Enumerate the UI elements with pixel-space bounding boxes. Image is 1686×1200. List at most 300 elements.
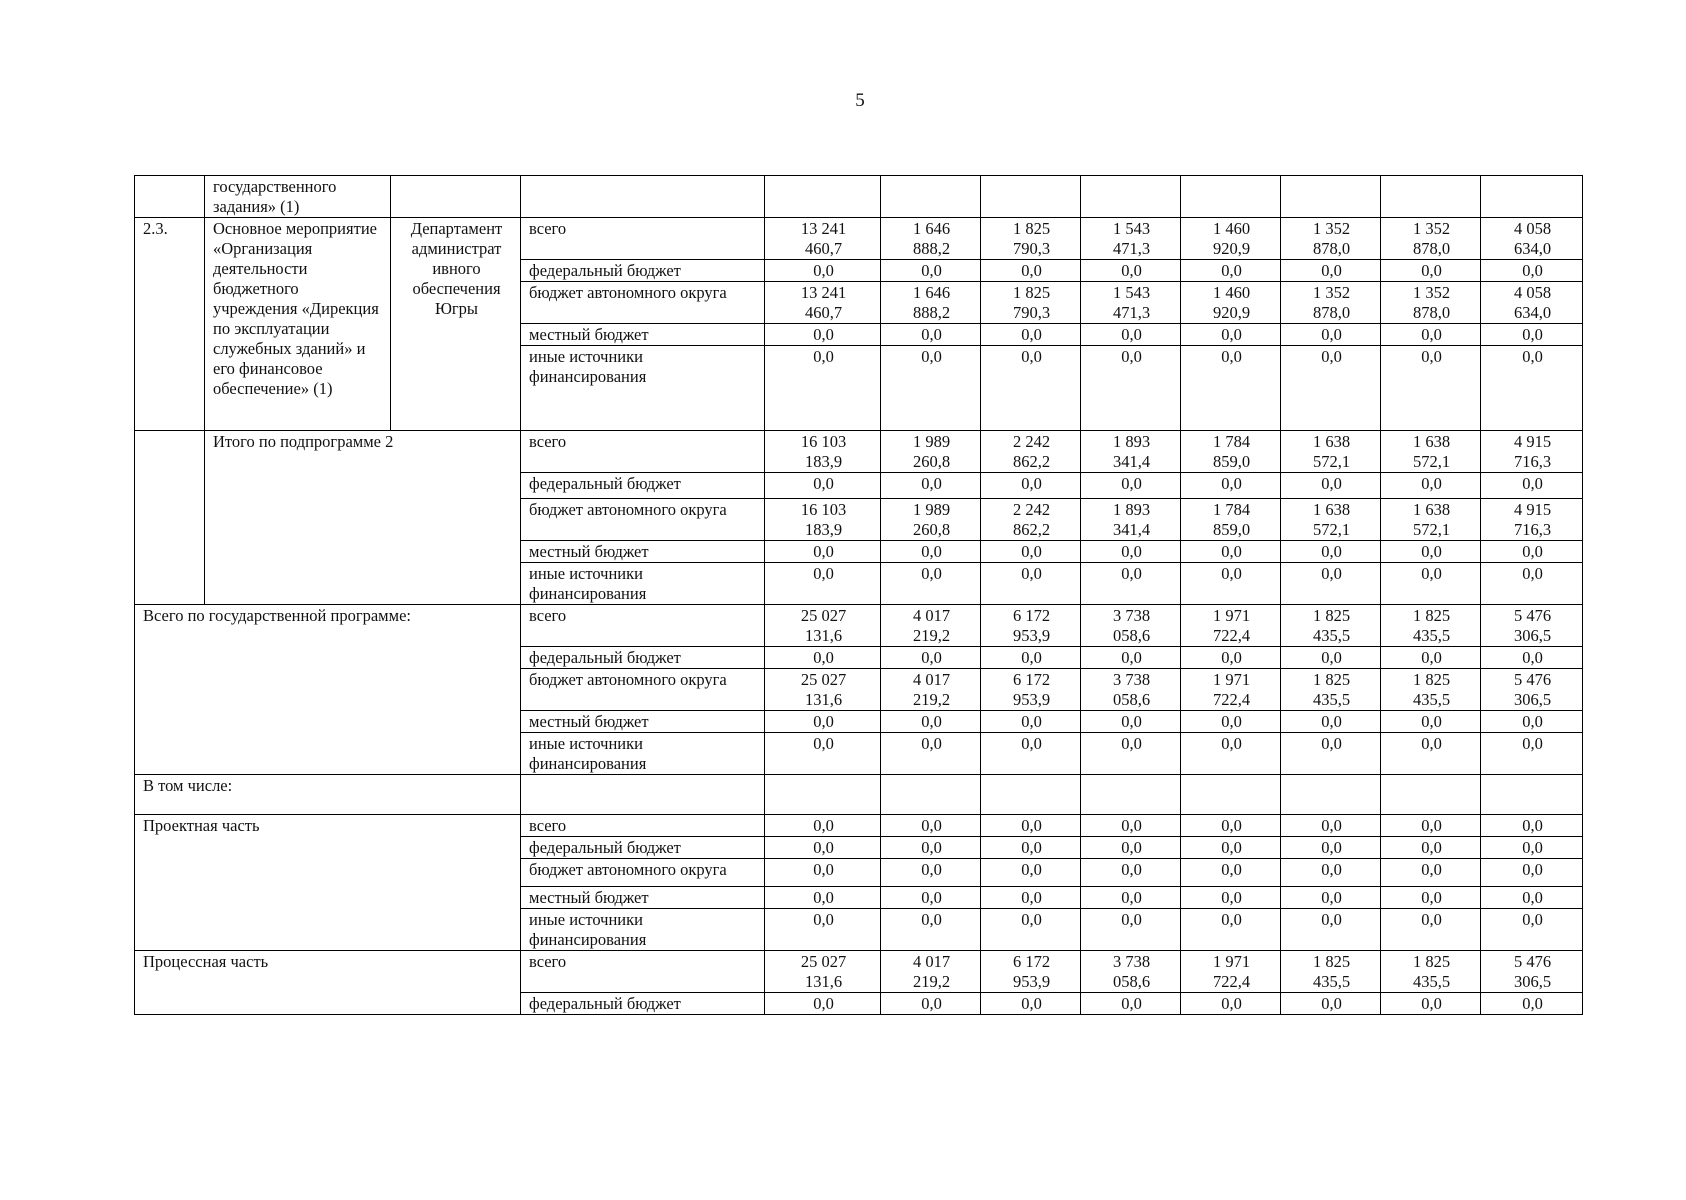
value-cell [881,605,981,647]
value-text: 0,0 [1021,860,1042,879]
value-cell [1081,499,1181,541]
value-cell [765,647,881,669]
including-row [135,775,1583,815]
value-cell [881,837,981,859]
value-part: 4 017 [912,670,951,689]
value-text: 0,0 [1522,564,1543,583]
value-cell [981,431,1081,473]
value-text: 0,0 [921,542,942,561]
value-cell [1081,951,1181,993]
value-part: 572,1 [1312,520,1351,539]
value-part: 572,1 [1412,520,1451,539]
value-text [773,283,874,323]
value-part: 4 058 [1513,219,1552,238]
value-cell [1281,431,1381,473]
value-text [889,952,974,992]
value-cell [765,859,881,887]
value-part: 790,3 [1012,239,1051,258]
value-part: 862,2 [1012,520,1051,539]
value-cell [1481,282,1583,324]
value-part: 1 825 [1312,670,1351,689]
value-part: 183,9 [804,452,843,471]
value-part: 435,5 [1312,972,1351,991]
value-text: 0,0 [813,910,834,929]
value-text: 0,0 [1221,712,1242,731]
value-text [1089,952,1174,992]
value-part: 1 638 [1412,432,1451,451]
value-cell [1481,499,1583,541]
value-part: 3 738 [1112,952,1151,971]
value-text: 0,0 [1522,261,1543,280]
value-cell [981,859,1081,887]
value-text: 0,0 [1121,994,1142,1013]
value-part: 1 638 [1312,432,1351,451]
value-cell [1281,669,1381,711]
value-text [1489,952,1576,992]
value-text [1289,670,1374,710]
value-cell [881,815,981,837]
value-cell [881,473,981,499]
value-text: 0,0 [1221,888,1242,907]
value-cell [1481,218,1583,260]
value-text: 0,0 [921,474,942,493]
value-cell [1281,499,1381,541]
value-text: 0,0 [921,261,942,280]
value-cell [881,993,981,1015]
value-cell [1281,260,1381,282]
value-text: 0,0 [1121,347,1142,366]
value-text: 0,0 [1021,994,1042,1013]
value-text [1189,952,1274,992]
value-text: 0,0 [921,712,942,731]
value-cell [1281,218,1381,260]
value-part: 25 027 [800,952,847,971]
source-cell: федеральный бюджет [521,260,765,282]
value-cell [981,909,1081,951]
value-cell [1481,563,1583,605]
value-part: 260,8 [912,452,951,471]
value-cell [765,837,881,859]
value-cell [1081,541,1181,563]
value-text: 0,0 [1321,648,1342,667]
value-cell [1181,282,1281,324]
value-part: 878,0 [1412,303,1451,322]
value-part: 25 027 [800,606,847,625]
num-cell [135,431,205,605]
value-text: 0,0 [1021,648,1042,667]
value-text [1389,606,1474,646]
value-cell [1181,260,1281,282]
value-text: 0,0 [1421,712,1442,731]
value-text: 0,0 [1421,888,1442,907]
value-cell [881,563,981,605]
value-text [1089,432,1174,472]
value-text [1189,500,1274,540]
responsible-cell [391,176,521,218]
value-cell [1481,837,1583,859]
value-cell [1181,218,1281,260]
value-text: 0,0 [921,994,942,1013]
value-text [1089,500,1174,540]
value-text: 0,0 [1321,838,1342,857]
value-cell [1181,815,1281,837]
value-cell [881,260,981,282]
value-part: 859,0 [1212,452,1251,471]
num-cell: 2.3. [135,218,205,431]
value-part: 5 476 [1513,670,1552,689]
value-part: 471,3 [1112,239,1151,258]
value-text: 0,0 [1321,347,1342,366]
value-text: 0,0 [1221,347,1242,366]
value-part: 341,4 [1112,452,1151,471]
value-text: 0,0 [1321,734,1342,753]
value-text [1389,283,1474,323]
value-part: 16 103 [800,432,847,451]
value-text: 0,0 [1321,564,1342,583]
value-part: 1 543 [1112,219,1151,238]
value-cell [1381,431,1481,473]
value-text: 0,0 [1421,648,1442,667]
value-cell [765,815,881,837]
value-cell [1381,282,1481,324]
value-text: 0,0 [813,860,834,879]
value-cell [1081,563,1181,605]
value-part: 722,4 [1212,626,1251,645]
value-part: 460,7 [804,303,843,322]
value-cell [1481,887,1583,909]
value-text: 0,0 [1522,860,1543,879]
num-cell [135,176,205,218]
value-part: 1 893 [1112,432,1151,451]
value-cell [1181,605,1281,647]
value-cell [1481,324,1583,346]
value-cell [881,541,981,563]
value-part: 058,6 [1112,690,1151,709]
source-cell: всего [521,218,765,260]
value-part: 435,5 [1312,626,1351,645]
source-cell: федеральный бюджет [521,837,765,859]
including-label: В том числе: [135,775,521,815]
value-text [1489,283,1576,323]
value-cell [881,647,981,669]
value-cell [1181,431,1281,473]
value-text [1489,500,1576,540]
value-part: 722,4 [1212,972,1251,991]
value-part: 16 103 [800,500,847,519]
value-text: 0,0 [1021,347,1042,366]
value-cell [1381,669,1481,711]
value-text: 0,0 [1221,474,1242,493]
value-cell [765,218,881,260]
value-cell [1481,346,1583,431]
value-cell [981,282,1081,324]
value-part: 6 172 [1012,952,1051,971]
value-part: 341,4 [1112,520,1151,539]
value-cell [1381,563,1481,605]
source-cell: бюджет автономного округа [521,669,765,711]
value-cell [881,499,981,541]
table-row [135,951,1583,993]
value-part: 260,8 [912,520,951,539]
source-cell: всего [521,605,765,647]
value-text: 0,0 [1221,325,1242,344]
value-cell [881,346,981,431]
value-text: 0,0 [1121,542,1142,561]
value-part: 306,5 [1513,626,1552,645]
value-text: 0,0 [921,888,942,907]
value-cell [765,324,881,346]
value-text [889,606,974,646]
value-text: 0,0 [1522,542,1543,561]
value-text: 0,0 [921,648,942,667]
value-cell [1281,815,1381,837]
value-cell [1281,951,1381,993]
value-cell [1281,563,1381,605]
value-cell [1081,647,1181,669]
value-text: 0,0 [921,910,942,929]
value-cell [981,837,1081,859]
source-cell: местный бюджет [521,887,765,909]
value-part: 131,6 [804,690,843,709]
value-text [1089,670,1174,710]
value-cell [1381,837,1481,859]
value-text [1089,219,1174,259]
value-text [989,283,1074,323]
value-text: 0,0 [1421,542,1442,561]
value-part: 888,2 [912,303,951,322]
value-text [773,500,874,540]
value-cell [1481,647,1583,669]
value-cell [981,346,1081,431]
value-cell [981,993,1081,1015]
value-text [1189,219,1274,259]
value-part: 058,6 [1112,626,1151,645]
value-text: 0,0 [921,734,942,753]
source-cell: иные источники финансирования [521,346,765,431]
value-cell [981,499,1081,541]
value-text [1189,283,1274,323]
value-text: 0,0 [813,734,834,753]
value-text [989,500,1074,540]
value-cell [765,951,881,993]
value-cell [765,499,881,541]
value-text [1189,432,1274,472]
source-cell [521,176,765,218]
value-part: 2 242 [1012,432,1051,451]
value-text: 0,0 [1421,347,1442,366]
value-cell [981,711,1081,733]
value-cell [1181,993,1281,1015]
value-cell [765,993,881,1015]
value-text [1389,670,1474,710]
value-cell [1181,563,1281,605]
value-cell [765,346,881,431]
value-text: 0,0 [813,838,834,857]
value-part: 5 476 [1513,952,1552,971]
subtotal-name: Итого по подпрограмме 2 [205,431,521,605]
value-cell [1181,473,1281,499]
value-text: 0,0 [1121,474,1142,493]
value-part: 1 638 [1312,500,1351,519]
value-text [1489,606,1576,646]
value-text [1389,432,1474,472]
value-text: 0,0 [1522,648,1543,667]
value-text: 0,0 [813,816,834,835]
value-text: 0,0 [1321,816,1342,835]
value-part: 3 738 [1112,670,1151,689]
value-text [1289,500,1374,540]
value-text: 0,0 [1021,734,1042,753]
value-cell [1081,218,1181,260]
value-cell [1081,324,1181,346]
value-text: 0,0 [1021,325,1042,344]
value-cell [1281,324,1381,346]
value-cell [765,431,881,473]
measure-name: Основное мероприятие «Организация деятельности бюджетного учреждения «Дирекция по эксплуатации служебных зданий» и его финансовое обеспечение» (1) [205,218,391,431]
value-cell [765,887,881,909]
value-part: 306,5 [1513,972,1552,991]
value-text [773,432,874,472]
value-text: 0,0 [1321,910,1342,929]
value-cell [1281,282,1381,324]
value-text: 0,0 [1321,712,1342,731]
value-cell [1381,815,1481,837]
value-cell [1481,260,1583,282]
value-cell [881,733,981,775]
value-text [1089,606,1174,646]
value-text [989,952,1074,992]
value-text: 0,0 [1321,994,1342,1013]
value-cell [1481,909,1583,951]
source-cell: местный бюджет [521,541,765,563]
value-cell [1481,669,1583,711]
value-text: 0,0 [1121,325,1142,344]
value-part: 183,9 [804,520,843,539]
measure-name: государственного задания» (1) [205,176,391,218]
value-cell [981,605,1081,647]
source-cell: местный бюджет [521,711,765,733]
value-text: 0,0 [1321,860,1342,879]
value-text [989,670,1074,710]
value-text: 0,0 [1021,816,1042,835]
value-text [889,432,974,472]
value-cell [1281,473,1381,499]
value-text: 0,0 [921,860,942,879]
value-cell [881,711,981,733]
value-text: 0,0 [1121,261,1142,280]
value-part: 1 352 [1312,283,1351,302]
value-cell [1381,887,1481,909]
value-cell [1081,669,1181,711]
value-cell [1281,733,1381,775]
value-cell [765,282,881,324]
value-text: 0,0 [813,542,834,561]
value-cell [1381,951,1481,993]
value-part: 1 825 [1412,670,1451,689]
value-text: 0,0 [1421,474,1442,493]
value-text: 0,0 [1421,816,1442,835]
value-part: 435,5 [1312,690,1351,709]
value-cell [1381,909,1481,951]
value-cell [1181,887,1281,909]
value-part: 888,2 [912,239,951,258]
value-cell [881,669,981,711]
continuation-row [135,176,1583,218]
value-cell [1181,711,1281,733]
group-name: Всего по государственной программе: [135,605,521,775]
value-text: 0,0 [1421,734,1442,753]
value-cell [1181,346,1281,431]
value-text: 0,0 [1021,910,1042,929]
value-text: 0,0 [1221,542,1242,561]
value-part: 6 172 [1012,606,1051,625]
value-text [1389,219,1474,259]
source-cell: бюджет автономного округа [521,859,765,887]
value-text: 0,0 [1021,542,1042,561]
value-text: 0,0 [1121,648,1142,667]
value-text [1189,606,1274,646]
value-part: 2 242 [1012,500,1051,519]
value-cell [881,431,981,473]
value-cell [1081,837,1181,859]
value-part: 13 241 [800,283,847,302]
value-part: 219,2 [912,972,951,991]
value-cell [1281,346,1381,431]
budget-table [134,175,1583,1015]
value-cell [765,260,881,282]
value-text: 0,0 [1021,838,1042,857]
value-text: 0,0 [1321,261,1342,280]
value-cell [1381,647,1481,669]
value-cell [1281,541,1381,563]
value-cell [1081,711,1181,733]
value-text [1289,952,1374,992]
value-part: 1 352 [1312,219,1351,238]
table-row [135,815,1583,837]
value-text: 0,0 [1421,994,1442,1013]
value-text: 0,0 [1321,888,1342,907]
source-cell: иные источники финансирования [521,563,765,605]
value-cell [1081,282,1181,324]
value-cell [1481,859,1583,887]
value-text [889,670,974,710]
value-part: 25 027 [800,670,847,689]
value-text [1489,219,1576,259]
value-part: 4 058 [1513,283,1552,302]
value-cell [981,218,1081,260]
value-cell [1181,324,1281,346]
value-cell [1281,711,1381,733]
value-cell [981,473,1081,499]
value-text: 0,0 [1522,816,1543,835]
source-cell: федеральный бюджет [521,473,765,499]
value-part: 953,9 [1012,690,1051,709]
value-text: 0,0 [1421,564,1442,583]
value-part: 13 241 [800,219,847,238]
value-cell [1181,647,1281,669]
value-text: 0,0 [921,838,942,857]
value-text [1089,283,1174,323]
value-part: 1 646 [912,219,951,238]
value-cell [981,669,1081,711]
value-part: 634,0 [1513,303,1552,322]
value-text: 0,0 [1121,816,1142,835]
value-cell [1181,909,1281,951]
value-cell [1281,993,1381,1015]
value-text [773,670,874,710]
group-name: Проектная часть [135,815,521,951]
value-part: 953,9 [1012,972,1051,991]
